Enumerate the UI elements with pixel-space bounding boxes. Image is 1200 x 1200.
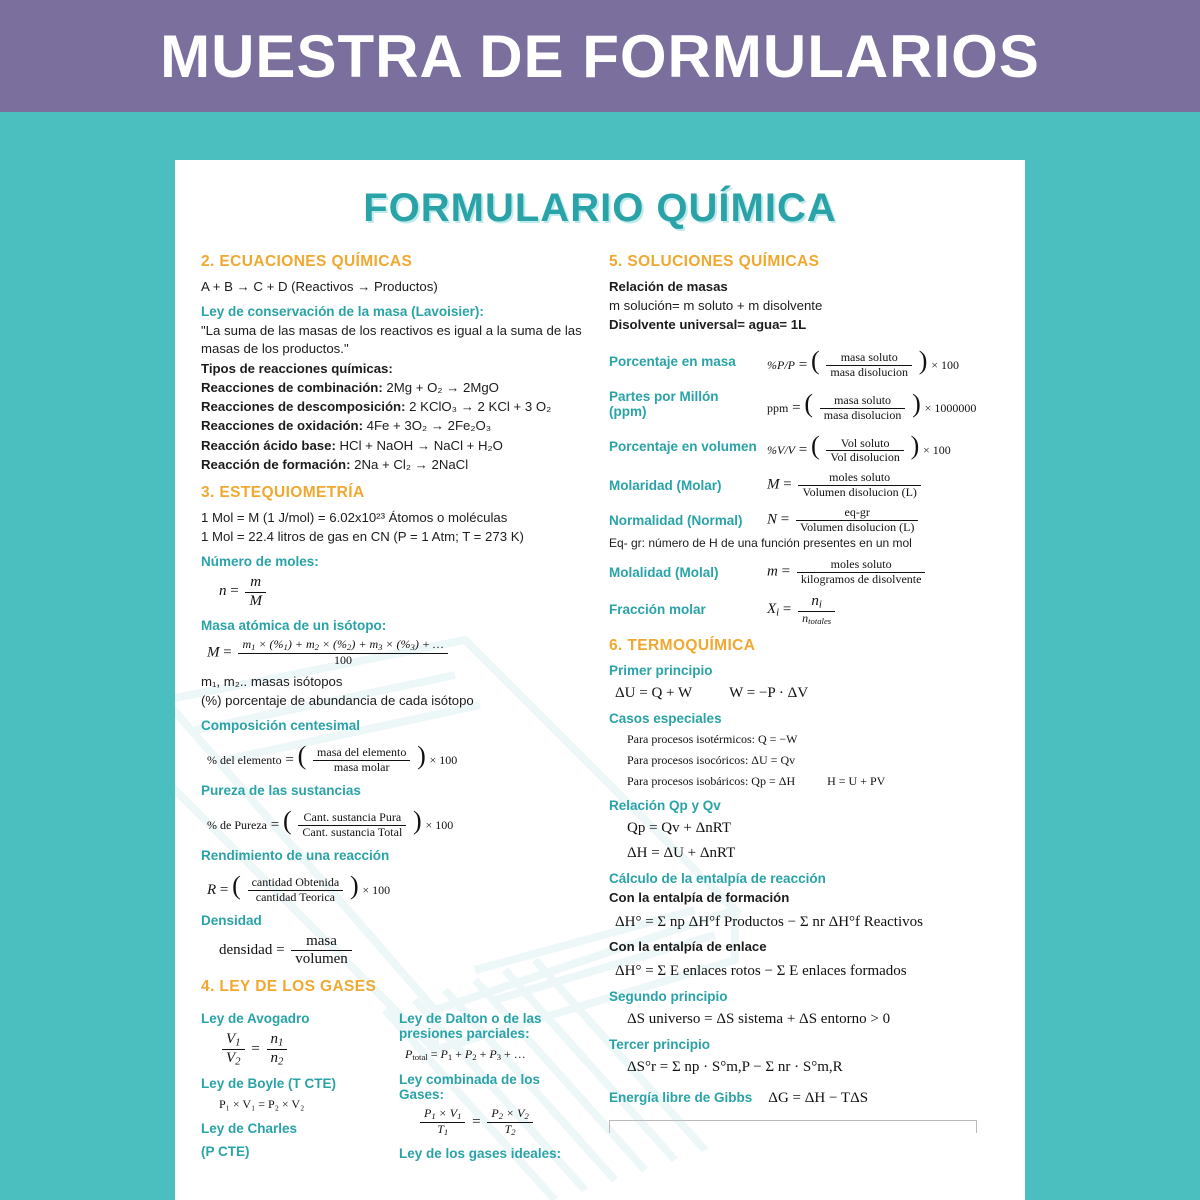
purity-title: Pureza de las sustancias (201, 783, 361, 799)
mass-percent-label: Porcentaje en masa (609, 353, 736, 369)
gas-laws-left (201, 1003, 385, 1164)
combined-gas-formula: $\frac{P1 \times V1}{T1}$ = $\frac{P2 \times V2}{T2}$ (417, 1107, 583, 1138)
case-isothermal: Para procesos isotérmicos: Q = −W (627, 731, 798, 746)
avogadro-title: Ley de Avogadro (201, 1011, 310, 1027)
section-heading-ecuaciones: 2. ECUACIONES QUÍMICAS (201, 253, 413, 270)
charles-subtitle: (P CTE) (201, 1143, 250, 1159)
case-isochoric: Para procesos isocóricos: ΔU = Qv (627, 753, 796, 768)
qp-qv-formula-1: Qp = Qv + ΔnRT (627, 819, 731, 836)
normality-note: Eq- gr: número de H de una función presentes en un mol (609, 536, 912, 551)
reaction-acid-base-eq: HCl + NaOH → NaCl + H₂O (339, 437, 503, 453)
ppm-row (609, 386, 991, 423)
reaction-combination-label: Reacciones de combinación: (201, 379, 383, 395)
case-isobaric (627, 773, 991, 789)
reaction-general-line: A + B → C + D (Reactivos → Productos) (201, 279, 438, 294)
molality-row (609, 558, 991, 587)
first-principle-title: Primer principio (609, 662, 713, 678)
density-formula: densidad = $\frac{\text{masa}}{\text{volumen}}$ (219, 933, 583, 969)
gibbs-title: Energía libre de Gibbs (609, 1090, 753, 1106)
charles-title: Ley de Charles (201, 1120, 298, 1136)
mass-percent-formula: %P/P = ( $\frac{\text{masa soluto}}{\text{masa disolucion}}$ ) × 100 (767, 345, 959, 379)
mol-definition-1: 1 Mol = M (1 J/mol) = 6.02x10²³ Átomos o moléculas (201, 509, 508, 525)
third-principle-title: Tercer principio (609, 1037, 711, 1053)
purity-formula: % de Pureza = ( $\frac{\text{Cant. sustancia Pura}}{\text{Cant. sustancia Total}}$ ) × 100 (207, 806, 454, 840)
volume-percent-row (609, 428, 991, 465)
isotope-mass-formula: M = $\frac{m1 \times (\%1) + m2 \times (\%2) + m3 \times (\%3) + \dots}{100}$ (207, 638, 583, 668)
isotope-mass-title: Masa atómica de un isótopo: (201, 617, 387, 633)
first-principle-f1: ΔU = Q + W (615, 684, 692, 701)
second-principle-title: Segundo principio (609, 988, 728, 1004)
mass-relation-title-bold: Relación de masas (609, 279, 728, 294)
table-start-edge (609, 1120, 977, 1133)
molar-fraction-label: Fracción molar (609, 602, 706, 618)
volume-percent-label: Porcentaje en volumen (609, 439, 757, 455)
section-heading-estequiometria: 3. ESTEQUIOMETRÍA (201, 483, 365, 501)
special-cases-title: Casos especiales (609, 710, 722, 726)
lavoisier-law-title: Ley de conservación de la masa (Lavoisier): (201, 304, 484, 320)
reaction-formation (201, 456, 583, 474)
molarity-row (609, 471, 991, 500)
molarity-label: Molaridad (Molar) (609, 478, 722, 494)
left-column (201, 243, 583, 1164)
first-principle-formulas (615, 683, 991, 703)
content-columns (175, 243, 1025, 1164)
universal-solvent-line (609, 316, 991, 334)
avogadro-formula: $\frac{V1}{V2}$ = $\frac{n1}{n2}$ (219, 1031, 385, 1068)
yield-title: Rendimiento de una reacción (201, 847, 390, 863)
reaction-decomposition-label: Reacciones de descomposición: (201, 399, 406, 415)
enthalpy-formation-title (609, 889, 991, 907)
yield-formula: R = ( $\frac{\text{cantidad Obtenida}}{\text{cantidad Teorica}}$ ) × 100 (207, 870, 391, 904)
page-title: FORMULARIO QUÍMICA (363, 186, 837, 230)
mass-percent-row (609, 343, 991, 380)
molar-fraction-formula: Xi = $\frac{ni}{\text{ntotales}}$ (767, 593, 838, 627)
isotope-note-2: (%) porcentaje de abundancia de cada isótopo (201, 693, 474, 708)
dalton-title: Ley de Dalton o de las presiones parciales: (399, 1011, 542, 1042)
reaction-types-label (201, 360, 583, 378)
reaction-decomposition-eq: 2 KClO₃ → 2 KCl + 3 O₂ (409, 399, 552, 415)
reaction-formation-eq: 2Na + Cl₂ → 2NaCl (354, 456, 469, 472)
enthalpy-formation-formula: ΔH° = Σ np ΔH°f Productos − Σ nr ΔH°f Reactivos (615, 914, 923, 931)
ppm-label: Partes por Millón (ppm) (609, 388, 719, 419)
normality-formula: N = $\frac{eq-gr}{\text{Volumen disolucion (L)}}$ (767, 506, 921, 535)
section-heading-gases: 4. LEY DE LOS GASES (201, 978, 377, 996)
third-principle-formula: ΔS°r = Σ np · S°m,P − Σ nr · S°m,R (627, 1059, 843, 1076)
right-column (609, 243, 991, 1164)
ideal-gas-title: Ley de los gases ideales: (399, 1146, 562, 1162)
reaction-formation-label: Reacción de formación: (201, 456, 351, 472)
page-background (0, 112, 1200, 1200)
first-principle-f2: W = −P · ΔV (729, 684, 809, 701)
gibbs-formula: ΔG = ΔH − TΔS (768, 1090, 869, 1107)
enthalpy-bond-title-bold: Con la entalpía de enlace (609, 938, 767, 954)
mass-relation-title (609, 278, 991, 296)
isotope-note-1: m₁, m₂.. masas isótopos (201, 673, 343, 689)
reaction-oxidation (201, 417, 583, 435)
centesimal-composition-formula: % del elemento = ( $\frac{\text{masa del elemento}}{\text{masa molar}}$ ) × 100 (207, 741, 458, 775)
mass-relation-line: m solución= m soluto + m disolvente (609, 298, 823, 314)
reaction-combination (201, 379, 583, 397)
reaction-types-label-bold: Tipos de reacciones químicas: (201, 360, 393, 376)
case-isobaric-a: Para procesos isobáricos: Qp = ΔH (627, 774, 796, 789)
enthalpy-bond-title (609, 938, 991, 956)
centesimal-composition-title: Composición centesimal (201, 718, 361, 734)
reaction-oxidation-eq: 4Fe + 3O₂ → 2Fe₂O₃ (366, 418, 492, 434)
qp-qv-formula-2: ΔH = ΔU + ΔnRT (627, 844, 736, 861)
moles-formula: n = $\frac{m}{M}$ (219, 574, 583, 610)
reaction-oxidation-label: Reacciones de oxidación: (201, 418, 363, 434)
reaction-acid-base (201, 437, 583, 455)
banner-title: MUESTRA DE FORMULARIOS (160, 22, 1040, 90)
banner (0, 0, 1200, 112)
normality-row (609, 506, 991, 535)
reaction-combination-eq: 2Mg + O₂ → 2MgO (386, 379, 499, 395)
formula-sheet (175, 160, 1025, 1200)
combined-gas-title: Ley combinada de los Gases: (399, 1072, 541, 1103)
gas-laws-right (399, 1003, 583, 1164)
enthalpy-formation-title-bold: Con la entalpía de formación (609, 890, 790, 906)
boyle-formula: P₁ × V₁ = P₂ × V₂ (219, 1097, 305, 1112)
section-heading-termoquimica: 6. TERMOQUÍMICA (609, 636, 756, 654)
section-heading-soluciones: 5. SOLUCIONES QUÍMICAS (609, 253, 820, 270)
enthalpy-bond-formula: ΔH° = Σ E enlaces rotos − Σ E enlaces formados (615, 962, 907, 979)
molality-formula: m = $\frac{\text{moles soluto}}{\text{kilogramos de disolvente}}$ (767, 558, 928, 587)
gibbs-row (609, 1082, 991, 1113)
reaction-decomposition (201, 398, 583, 416)
qp-qv-title: Relación Qp y Qv (609, 797, 721, 813)
case-isobaric-b: H = U + PV (827, 774, 886, 789)
gas-laws-columns (201, 1003, 583, 1164)
volume-percent-formula: %V/V = ( $\frac{\text{Vol soluto}}{\text{Vol disolucion}}$ ) × 100 (767, 431, 951, 465)
mol-definition-2: 1 Mol = 22.4 litros de gas en CN (P = 1 Atm; T = 273 K) (201, 529, 524, 545)
dalton-formula: Ptotal = P1 + P2 + P3 + … (405, 1047, 526, 1063)
lavoisier-law-text: "La suma de las masas de los reactivos es igual a la suma de las masas de los productos." (201, 323, 582, 357)
density-title: Densidad (201, 912, 262, 928)
boyle-title: Ley de Boyle (T CTE) (201, 1076, 337, 1092)
normality-label: Normalidad (Normal) (609, 512, 743, 528)
ppm-formula: ppm = ( $\frac{\text{masa soluto}}{\text{masa disolucion}}$ ) × 1000000 (767, 388, 977, 422)
molality-label: Molalidad (Molal) (609, 564, 719, 580)
molarity-formula: M = $\frac{\text{moles soluto}}{\text{Volumen disolucion (L)}}$ (767, 471, 924, 500)
enthalpy-calc-title: Cálculo de la entalpía de reacción (609, 871, 826, 887)
moles-title: Número de moles: (201, 554, 319, 570)
reaction-acid-base-label: Reacción ácido base: (201, 437, 336, 453)
second-principle-formula: ΔS universo = ΔS sistema + ΔS entorno > 0 (627, 1010, 891, 1027)
universal-solvent-bold: Disolvente universal= agua= 1L (609, 317, 807, 333)
molar-fraction-row (609, 593, 991, 627)
